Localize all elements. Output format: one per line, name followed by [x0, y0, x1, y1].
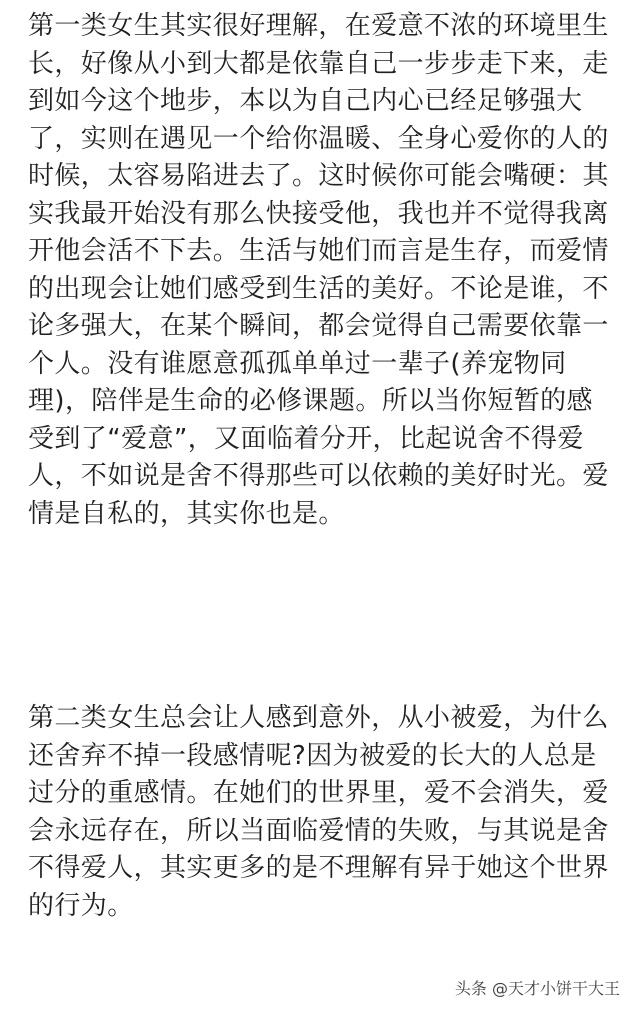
text-line: 还舍弃不掉一段感情呢?因为被爱的长大的人总是	[28, 740, 597, 771]
text-line: 第二类女生总会让人感到意外，从小被爱，为什么	[28, 703, 609, 733]
text-line: 不得爱人，其实更多的是不理解有异于她这个世界	[28, 853, 609, 883]
text-line: 开他会活不下去。生活与她们而言是生存，而爱情	[28, 236, 609, 266]
text-line: 人，不如说是舍不得那些可以依赖的美好时光。爱	[28, 461, 609, 491]
text-line: 第一类女生其实很好理解，在爱意不浓的环境里生	[28, 11, 609, 41]
paragraph-1	[28, 8, 618, 533]
watermark: 头条 @天才小饼干大王	[454, 979, 620, 998]
paragraph-2	[28, 700, 618, 925]
text-line: 论多强大，在某个瞬间，都会觉得自己需要依靠一	[28, 311, 609, 341]
text-line: 个人。没有谁愿意孤孤单单过一辈子(养宠物同	[28, 348, 567, 379]
text-line: 的行为。	[28, 890, 134, 921]
text-line: 了，实则在遇见一个给你温暖、全身心爱你的人的	[28, 123, 609, 154]
text-line: 理)，陪伴是生命的必修课题。所以当你短暂的感	[28, 386, 593, 416]
text-line: 情是自私的，其实你也是。	[28, 498, 345, 529]
text-line: 时候，太容易陷进去了。这时候你可能会嘴硬：其	[28, 161, 609, 191]
text-line: 到如今这个地步，本以为自己内心已经足够强大	[28, 86, 583, 116]
text-line: 过分的重感情。在她们的世界里，爱不会消失，爱	[28, 778, 609, 808]
text-line: 实我最开始没有那么快接受他，我也并不觉得我离	[28, 198, 609, 229]
text-line: 长，好像从小到大都是依靠自己一步步走下来，走	[28, 48, 609, 79]
text-line: 的出现会让她们感受到生活的美好。不论是谁，不	[28, 273, 609, 304]
text-line: 受到了“爱意”，又面临着分开，比起说舍不得爱	[28, 423, 584, 454]
text-line: 会永远存在，所以当面临爱情的失败，与其说是舍	[28, 815, 609, 846]
